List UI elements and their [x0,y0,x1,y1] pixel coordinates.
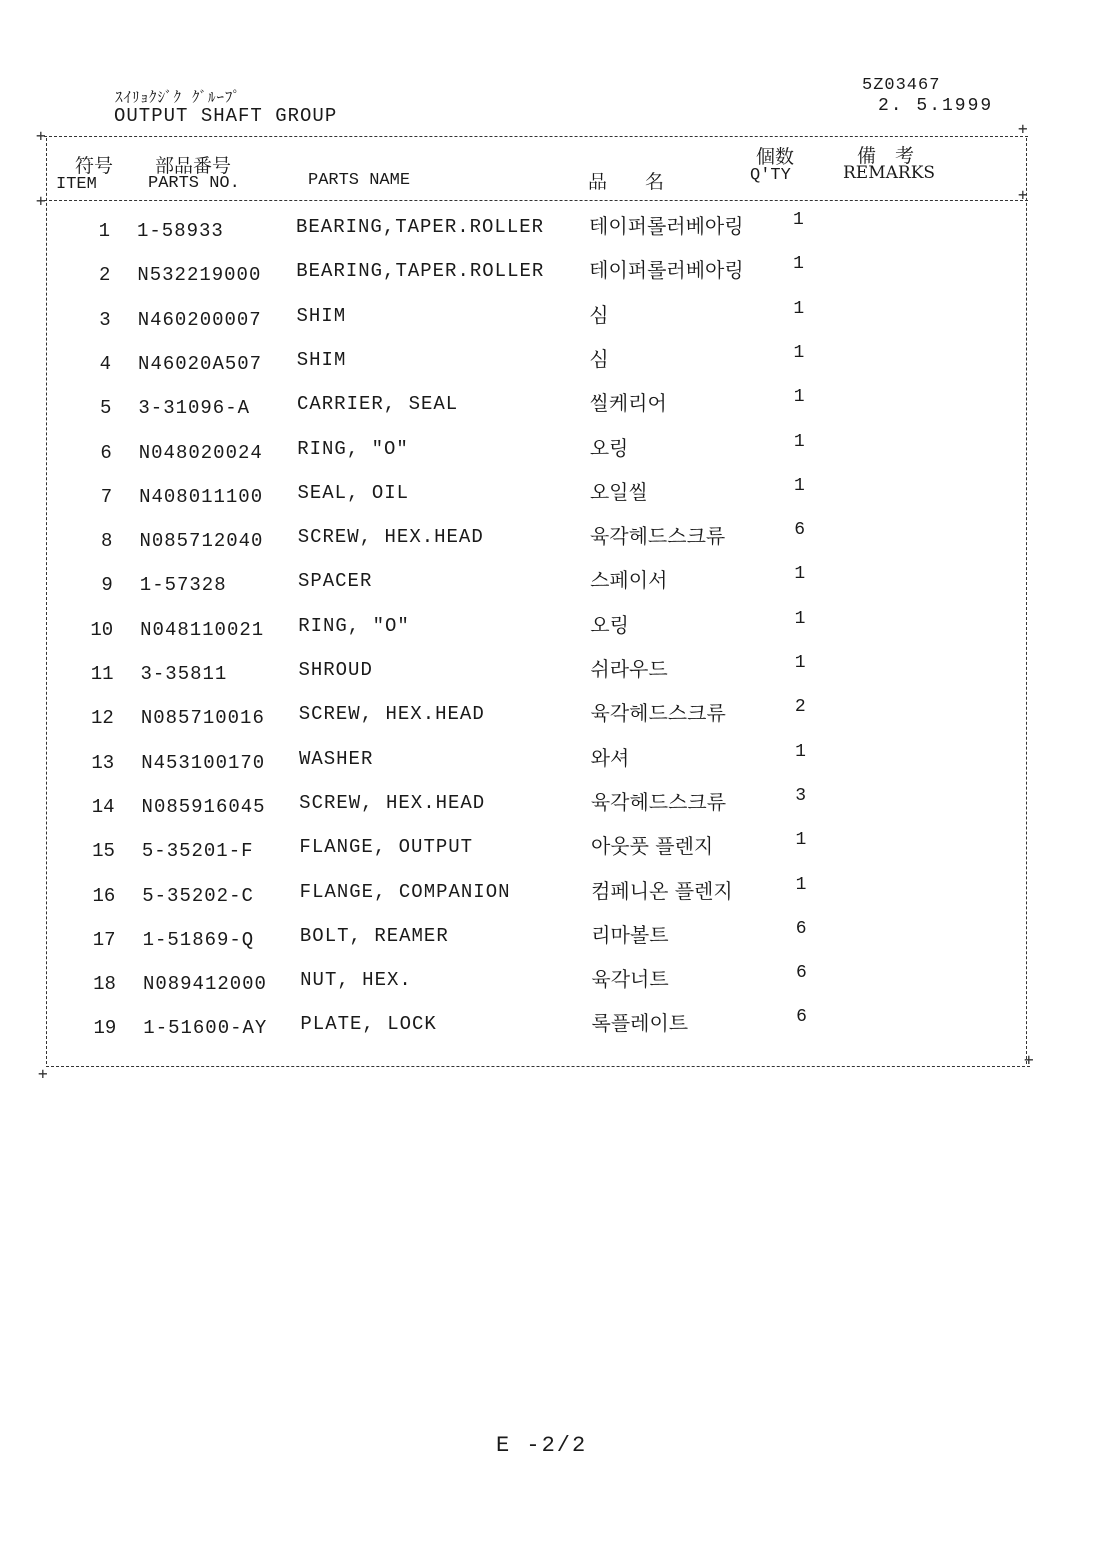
korean-name: 오일씰 [589,479,648,504]
table-row [0,653,1100,701]
parts-name: WASHER [298,747,374,770]
group-title-english: OUTPUT SHAFT GROUP [114,105,338,127]
item-number: 15 [92,840,115,863]
table-row [0,785,1100,834]
item-number: 11 [90,663,114,685]
table-row [0,608,1100,657]
parts-number: 5-35202-C [142,884,254,907]
item-number: 13 [91,751,115,774]
quantity: 1 [794,475,805,496]
column-header-partsno-ja: 部品番号 [155,155,232,177]
item-number: 14 [91,795,115,818]
table-row [0,963,1100,1011]
parts-name: BEARING,TAPER.ROLLER [296,260,545,283]
column-header-item-ja: 符号 [75,155,114,177]
corner-mark-mid-left: + [36,191,46,210]
quantity: 1 [795,741,806,762]
korean-name: 테이퍼롤러베아링 [589,214,744,238]
parts-name: SCREW, HEX.HEAD [297,526,484,549]
table-row [0,741,1100,790]
item-number: 10 [90,618,114,641]
quantity: 6 [795,963,807,984]
parts-name: BEARING,TAPER.ROLLER [296,216,545,238]
korean-name: 오링 [589,435,629,460]
quantity: 1 [794,608,806,629]
parts-name: SEAL, OIL [297,481,410,504]
parts-number: 1-57328 [139,574,227,597]
parts-number: N089412000 [142,973,267,996]
parts-name: SCREW, HEX.HEAD [298,703,485,726]
table-row [0,874,1100,923]
item-number: 7 [100,485,113,508]
parts-number: N048110021 [140,618,265,641]
quantity: 3 [795,785,807,806]
item-number: 17 [92,928,116,951]
table-top-border [44,136,1028,137]
item-number: 16 [92,884,116,907]
parts-number: N453100170 [141,751,266,774]
parts-number: 1-51869-Q [142,928,255,951]
korean-name: 컴페니온 플렌지 [591,878,733,903]
korean-name: 테이퍼롤러베아링 [589,258,744,283]
korean-name: 스페이서 [590,568,668,593]
item-number: 6 [100,441,112,464]
parts-name: SHIM [296,348,347,371]
parts-name: FLANGE, OUTPUT [299,836,474,859]
quantity: 1 [793,342,805,363]
korean-name: 아웃풋 플렌지 [590,834,714,859]
parts-number: 3-31096-A [138,397,251,420]
table-row [0,342,1100,391]
table-row [0,830,1100,878]
item-number: 19 [93,1017,117,1040]
quantity: 1 [793,210,804,230]
corner-mark-mid-right: + [1018,185,1028,204]
table-row [0,475,1100,524]
parts-name: RING, "O" [297,437,409,460]
korean-name: 와셔 [590,745,630,770]
document-date: 2. 5.1999 [878,96,994,116]
page-number: E -2/2 [496,1433,588,1458]
quantity: 1 [795,830,807,851]
parts-number: N085712040 [139,530,264,553]
column-header-remarks-ja: 備 考 [857,145,915,167]
column-header-partsname: PARTS NAME [308,171,411,190]
column-header-item: ITEM [56,175,97,194]
item-number: 5 [99,397,112,420]
quantity: 2 [794,697,806,718]
korean-name: 심 [589,346,609,371]
column-header-hinmei-ja: 品 名 [588,171,665,193]
korean-name: 쉬라우드 [590,657,668,681]
table-row [0,431,1100,480]
item-number: 2 [98,264,111,287]
parts-name: SHROUD [298,659,373,681]
item-number: 4 [99,352,112,375]
document-number: 5Z03467 [862,76,941,95]
parts-number: N532219000 [137,264,262,287]
korean-name: 육각너트 [591,967,669,992]
parts-name: FLANGE, COMPANION [299,880,511,903]
korean-name: 육각헤드스크류 [589,524,726,549]
column-header-remarks: REMARKS [843,163,936,183]
parts-number: N085916045 [141,795,266,818]
parts-number: 1-58933 [137,220,224,242]
column-header-qty-ja: 個数 [756,146,795,168]
parts-number: 5-35201-F [141,840,254,863]
quantity: 6 [794,520,806,541]
column-header-qty: Q'TY [750,166,791,185]
parts-number: 3-35811 [140,663,228,685]
corner-mark-top-right: + [1018,119,1028,138]
item-number: 9 [101,574,113,597]
parts-number: N46020A507 [138,352,263,375]
parts-name: SPACER [297,570,373,593]
item-number: 12 [91,707,114,730]
korean-name: 육각헤드스크류 [590,701,726,726]
parts-name: PLATE, LOCK [300,1013,437,1036]
group-title-japanese: ｽｲﾘｮｸｼﾞｸ ｸﾞﾙｰﾌﾟ [115,90,242,107]
column-header-partsno: PARTS NO. [148,174,240,193]
item-number: 3 [99,308,111,331]
parts-number: 1-51600-AY [143,1017,268,1040]
quantity: 1 [793,298,805,319]
quantity: 6 [796,1007,807,1028]
quantity: 1 [793,431,805,452]
korean-name: 육각헤드스크류 [590,789,727,814]
corner-mark-bottom-right: + [1024,1050,1034,1069]
korean-name: 오링 [590,612,629,637]
parts-number: N408011100 [139,485,264,508]
parts-name: RING, "O" [298,614,410,637]
quantity: 1 [794,653,806,673]
table-row [0,254,1100,302]
quantity: 1 [793,387,805,408]
table-row [0,298,1100,347]
parts-name: NUT, HEX. [300,969,412,992]
item-number: 18 [93,973,116,996]
parts-name: SHIM [296,304,347,327]
quantity: 1 [794,564,806,585]
korean-name: 씰케리어 [589,391,667,416]
parts-number: N085710016 [140,707,265,730]
item-number: 8 [101,530,113,553]
quantity: 6 [795,918,807,939]
quantity: 1 [795,874,807,895]
table-row [0,918,1100,967]
parts-number: N460200007 [137,308,262,331]
table-row [0,697,1100,745]
parts-name: SCREW, HEX.HEAD [299,791,486,814]
table-bottom-border [46,1066,1030,1067]
table-row [0,387,1100,435]
quantity: 1 [793,254,804,275]
parts-name: CARRIER, SEAL [296,393,459,416]
korean-name: 록플레이트 [591,1011,689,1036]
parts-name: BOLT, REAMER [299,924,449,947]
table-row [0,210,1100,258]
corner-mark-bottom-left: + [38,1064,48,1083]
korean-name: 심 [589,302,609,327]
table-row [0,1007,1100,1055]
table-header-divider [44,200,1028,201]
corner-mark-top-left: + [36,126,46,145]
table-row [0,520,1100,568]
item-number: 1 [98,220,110,242]
table-row [0,564,1100,612]
parts-number: N048020024 [138,441,263,464]
korean-name: 리마볼트 [591,922,669,947]
